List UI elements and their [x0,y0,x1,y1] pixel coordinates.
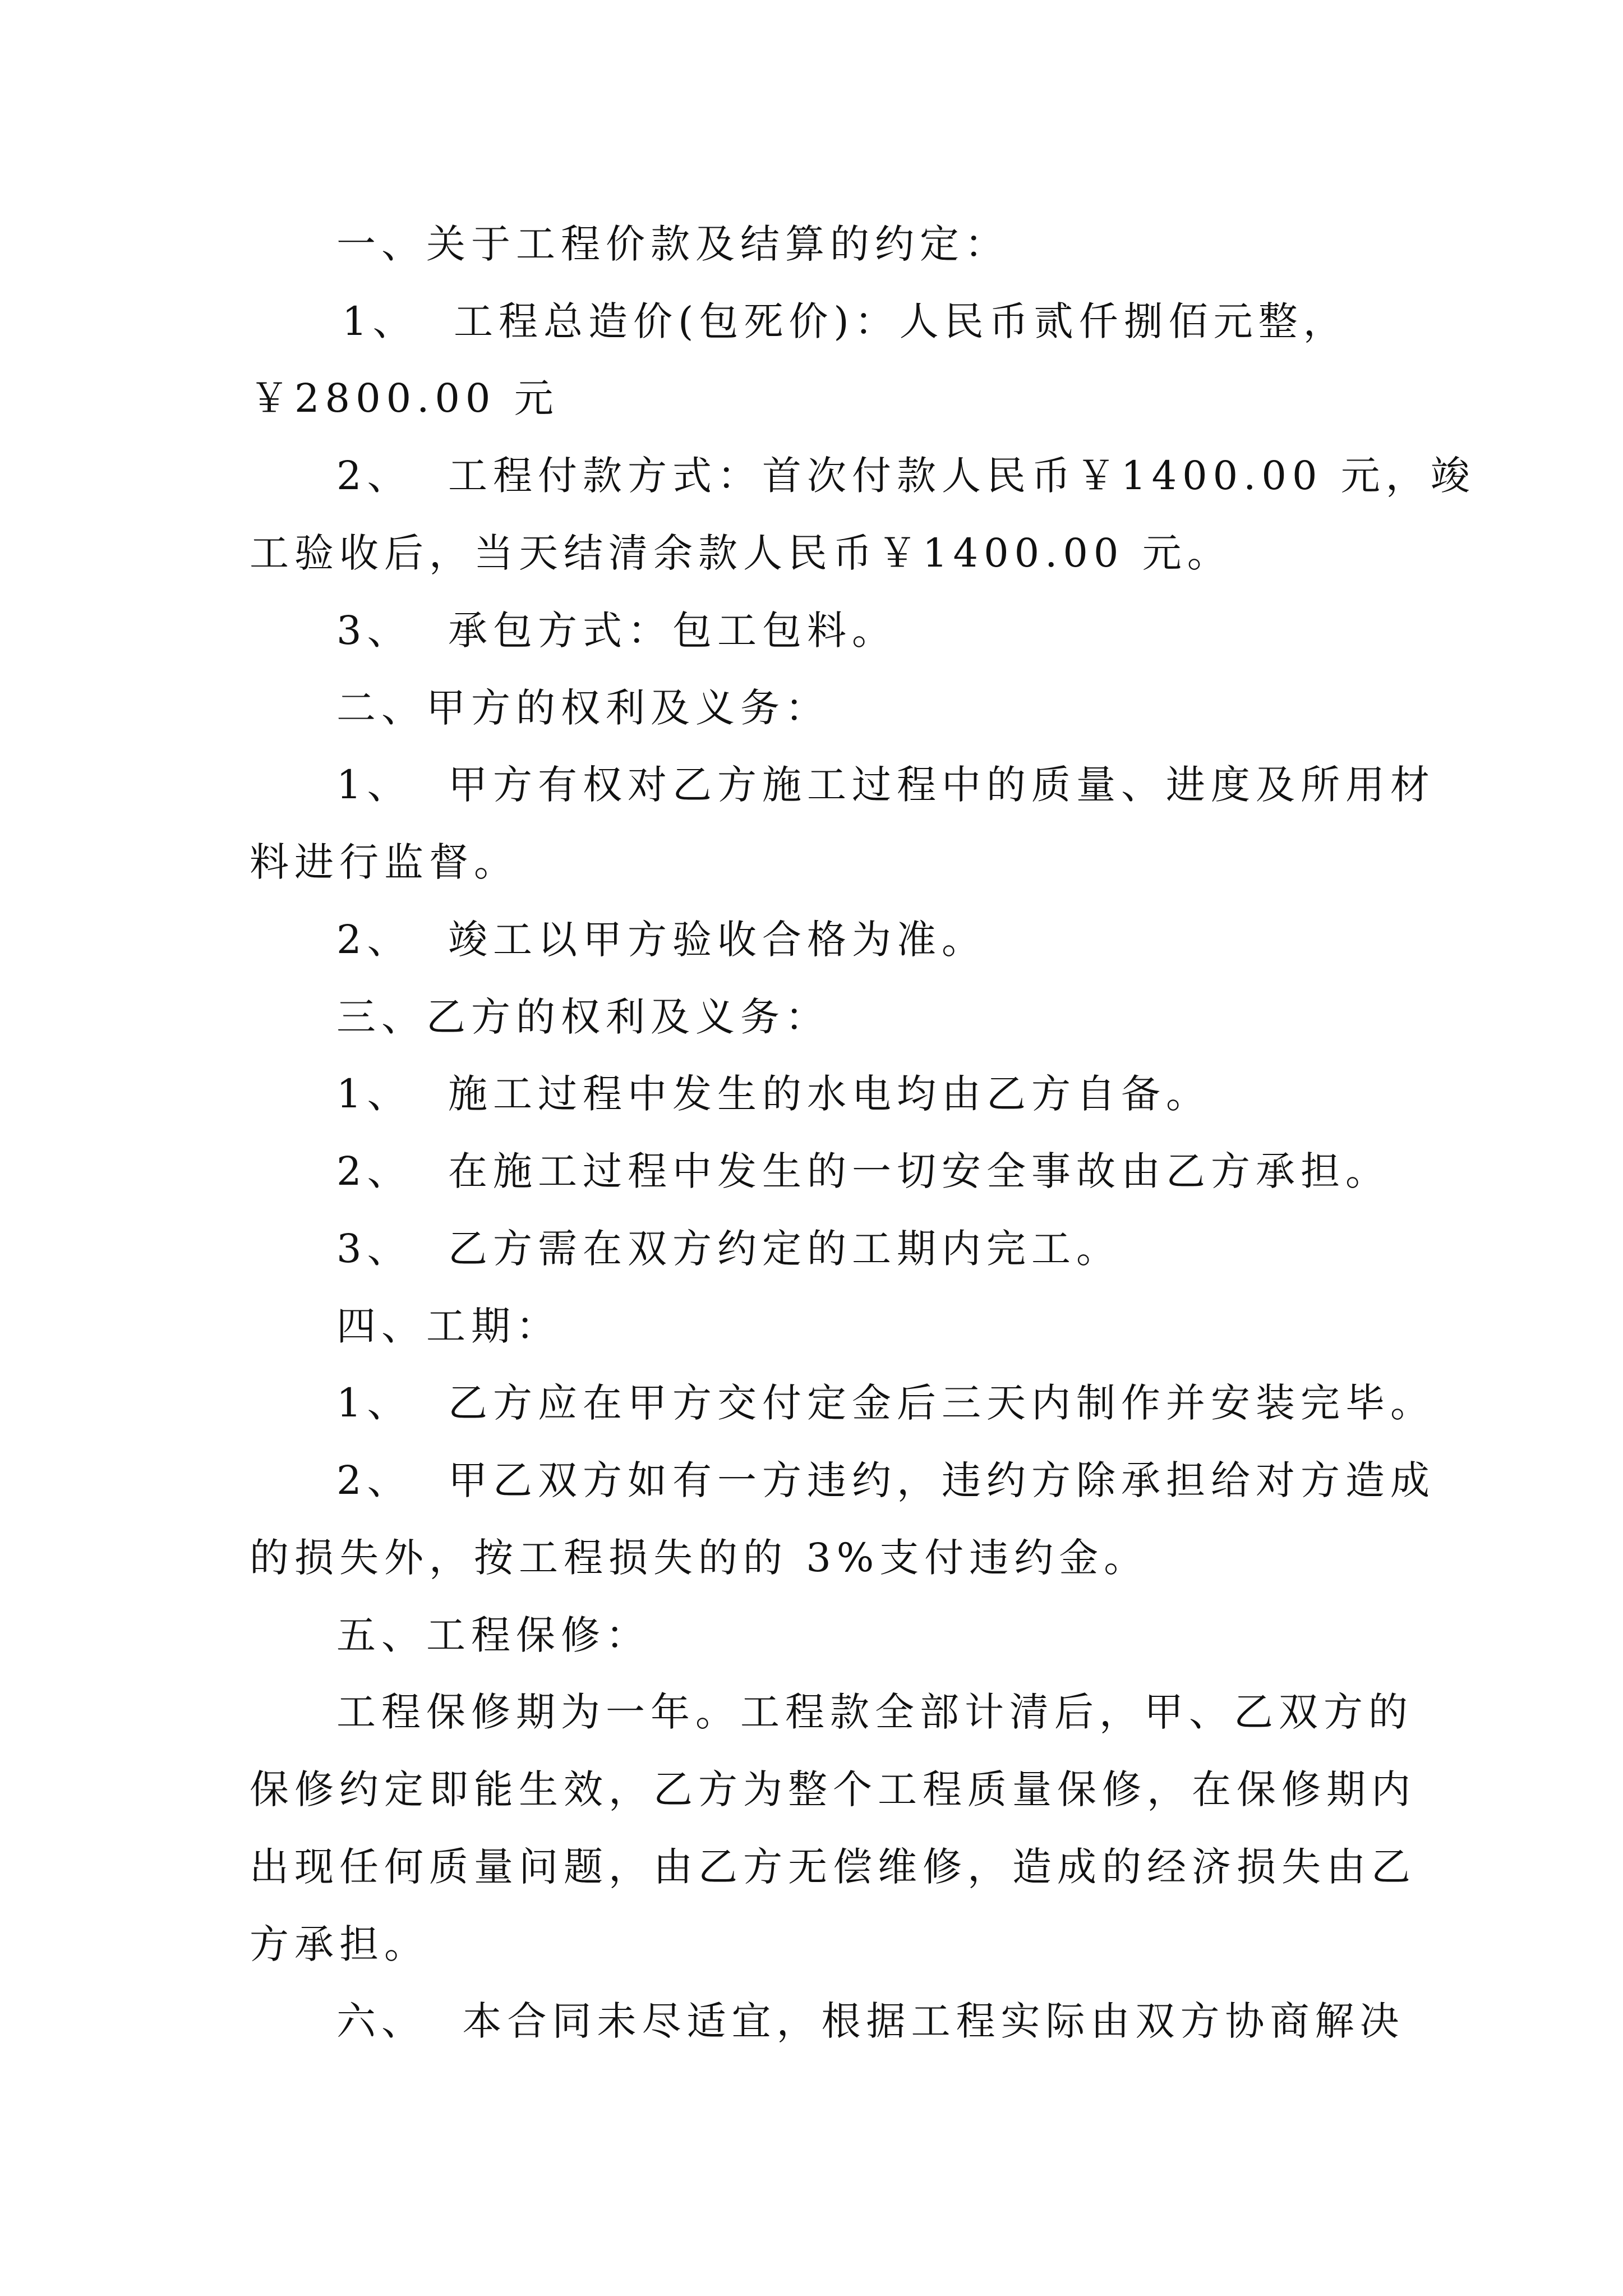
clause-1-1: 1、 工程总造价(包死价)：人民币贰仟捌佰元整， [342,298,1348,344]
clause-1-2-cont: 工验收后，当天结清余款人民币￥1400.00 元。 [250,530,1232,576]
clause-2-1-cont: 料进行监督。 [250,839,519,885]
clause-3-1: 1、 施工过程中发生的水电均由乙方自备。 [336,1071,1211,1117]
section-heading-6: 六、 本合同未尽适宜，根据工程实际由双方协商解决 [336,1998,1405,2044]
clause-5-text: 工程保修期为一年。工程款全部计清后，甲、乙双方的 [336,1689,1413,1735]
clause-3-2: 2、 在施工过程中发生的一切安全事故由乙方承担。 [336,1148,1391,1194]
clause-2-1: 1、 甲方有权对乙方施工过程中的质量、进度及所用材 [336,762,1436,808]
clause-1-3: 3、 承包方式：包工包料。 [336,608,897,654]
clause-5-text-cont-2: 出现任何质量问题，由乙方无偿维修，造成的经济损失由乙 [250,1844,1416,1890]
section-heading-2: 二、甲方的权利及义务： [336,685,830,731]
clause-4-1: 1、 乙方应在甲方交付定金后三天内制作并安装完毕。 [336,1380,1436,1426]
clause-4-2-cont: 的损失外，按工程损失的的 3%支付违约金。 [250,1535,1149,1581]
clause-2-2: 2、 竣工以甲方验收合格为准。 [336,917,987,963]
clause-1-1-cont: ￥2800.00 元 [250,375,559,421]
clause-5-text-cont-1: 保修约定即能生效，乙方为整个工程质量保修，在保修期内 [250,1766,1416,1812]
clause-5-text-cont-3: 方承担。 [250,1921,429,1967]
section-heading-1: 一、关于工程价款及结算的约定： [336,221,1009,267]
section-heading-5: 五、工程保修： [336,1612,651,1658]
clause-1-2: 2、 工程付款方式：首次付款人民币￥1400.00 元，竣 [336,453,1476,499]
clause-4-2: 2、 甲乙双方如有一方违约，违约方除承担给对方造成 [336,1457,1436,1503]
section-heading-4: 四、工期： [336,1303,561,1349]
clause-3-3: 3、 乙方需在双方约定的工期内完工。 [336,1226,1122,1272]
section-heading-3: 三、乙方的权利及义务： [336,994,830,1040]
